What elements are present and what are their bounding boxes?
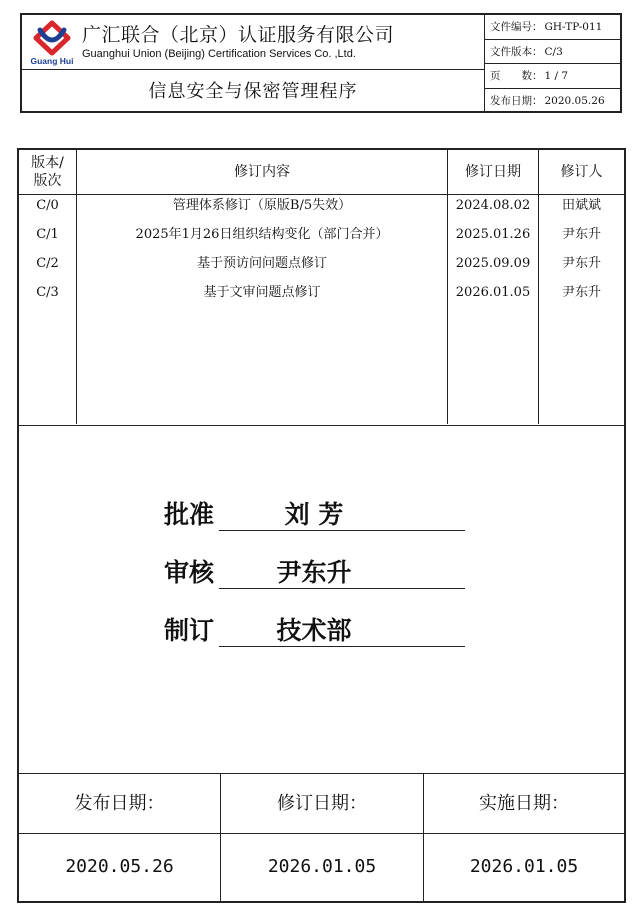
meta-key: 文件编号： <box>490 21 543 33</box>
meta-doc-version <box>485 40 622 65</box>
header-date: 修订日期 <box>465 164 521 180</box>
document-title: 信息安全与保密管理程序 <box>148 81 358 102</box>
company-block <box>22 15 484 70</box>
meta-key: 发布日期： <box>490 94 543 107</box>
approval-value: 尹东升 <box>276 558 352 587</box>
meta-value: 2020.05.26 <box>544 94 605 107</box>
dates-table <box>19 773 624 901</box>
table-cell-version: C/1 <box>36 227 59 242</box>
table-cell-date: 2025.01.26 <box>455 227 531 242</box>
meta-doc-number <box>485 15 622 40</box>
table-cell-content: 2025年1月26日组织结构变化（部门合并） <box>135 227 389 242</box>
company-name-cn: 广汇联合（北京）认证服务有限公司 <box>82 24 395 46</box>
document-body <box>17 148 626 903</box>
revision-table <box>19 150 624 426</box>
meta-value: 1 / 7 <box>544 70 569 82</box>
meta-key: 页 数： <box>490 70 543 82</box>
value-issue-date: 2020.05.26 <box>65 856 174 877</box>
signature-line <box>219 588 465 589</box>
approval-value: 技术部 <box>276 616 352 645</box>
meta-page-count <box>485 64 622 89</box>
approval-label: 批准 <box>164 500 215 529</box>
table-cell-version: C/2 <box>36 256 59 271</box>
label-effective-date: 实施日期： <box>479 793 569 814</box>
meta-value: C/3 <box>544 45 563 58</box>
value-revision-date: 2026.01.05 <box>267 856 377 877</box>
table-cell-content: 基于预访问问题点修订 <box>196 256 327 271</box>
value-effective-date: 2026.01.05 <box>469 856 579 877</box>
table-cell-person: 尹东升 <box>561 256 601 271</box>
meta-value: GH-TP-011 <box>544 21 603 33</box>
table-cell-content: 管理体系修订（原版B/5失效） <box>172 198 352 213</box>
table-cell-date: 2026.01.05 <box>455 285 531 300</box>
company-logo-icon <box>30 20 74 66</box>
table-cell-version: C/0 <box>36 198 59 213</box>
table-cell-date: 2025.09.09 <box>455 256 531 271</box>
approval-value: 刘 芳 <box>284 500 344 529</box>
table-cell-person: 尹东升 <box>561 285 601 300</box>
document-header <box>20 13 622 113</box>
table-cell-person: 田斌斌 <box>561 198 601 213</box>
approval-label: 制订 <box>164 616 215 645</box>
table-cell-person: 尹东升 <box>561 227 601 242</box>
document-meta <box>484 15 622 113</box>
table-cell-version: C/3 <box>36 285 59 300</box>
meta-key: 文件版本： <box>490 45 543 58</box>
signature-line <box>219 646 465 647</box>
label-revision-date: 修订日期： <box>277 793 367 814</box>
header-left <box>22 15 484 113</box>
label-issue-date: 发布日期： <box>74 793 165 814</box>
header-person: 修订人 <box>560 164 603 180</box>
approval-label: 审核 <box>164 558 215 587</box>
logo-text: Guang Hui <box>30 56 74 66</box>
table-cell-content: 基于文审问题点修订 <box>203 285 321 300</box>
table-cell-date: 2024.08.02 <box>455 198 531 213</box>
header-version: 版本/ 版次 <box>31 155 64 189</box>
meta-issue-date <box>485 89 622 114</box>
company-name-en: Guanghui Union (Beijing) Certification Services Co. ,Ltd. <box>82 48 356 60</box>
header-content: 修订内容 <box>234 164 290 180</box>
signature-line <box>219 530 465 531</box>
